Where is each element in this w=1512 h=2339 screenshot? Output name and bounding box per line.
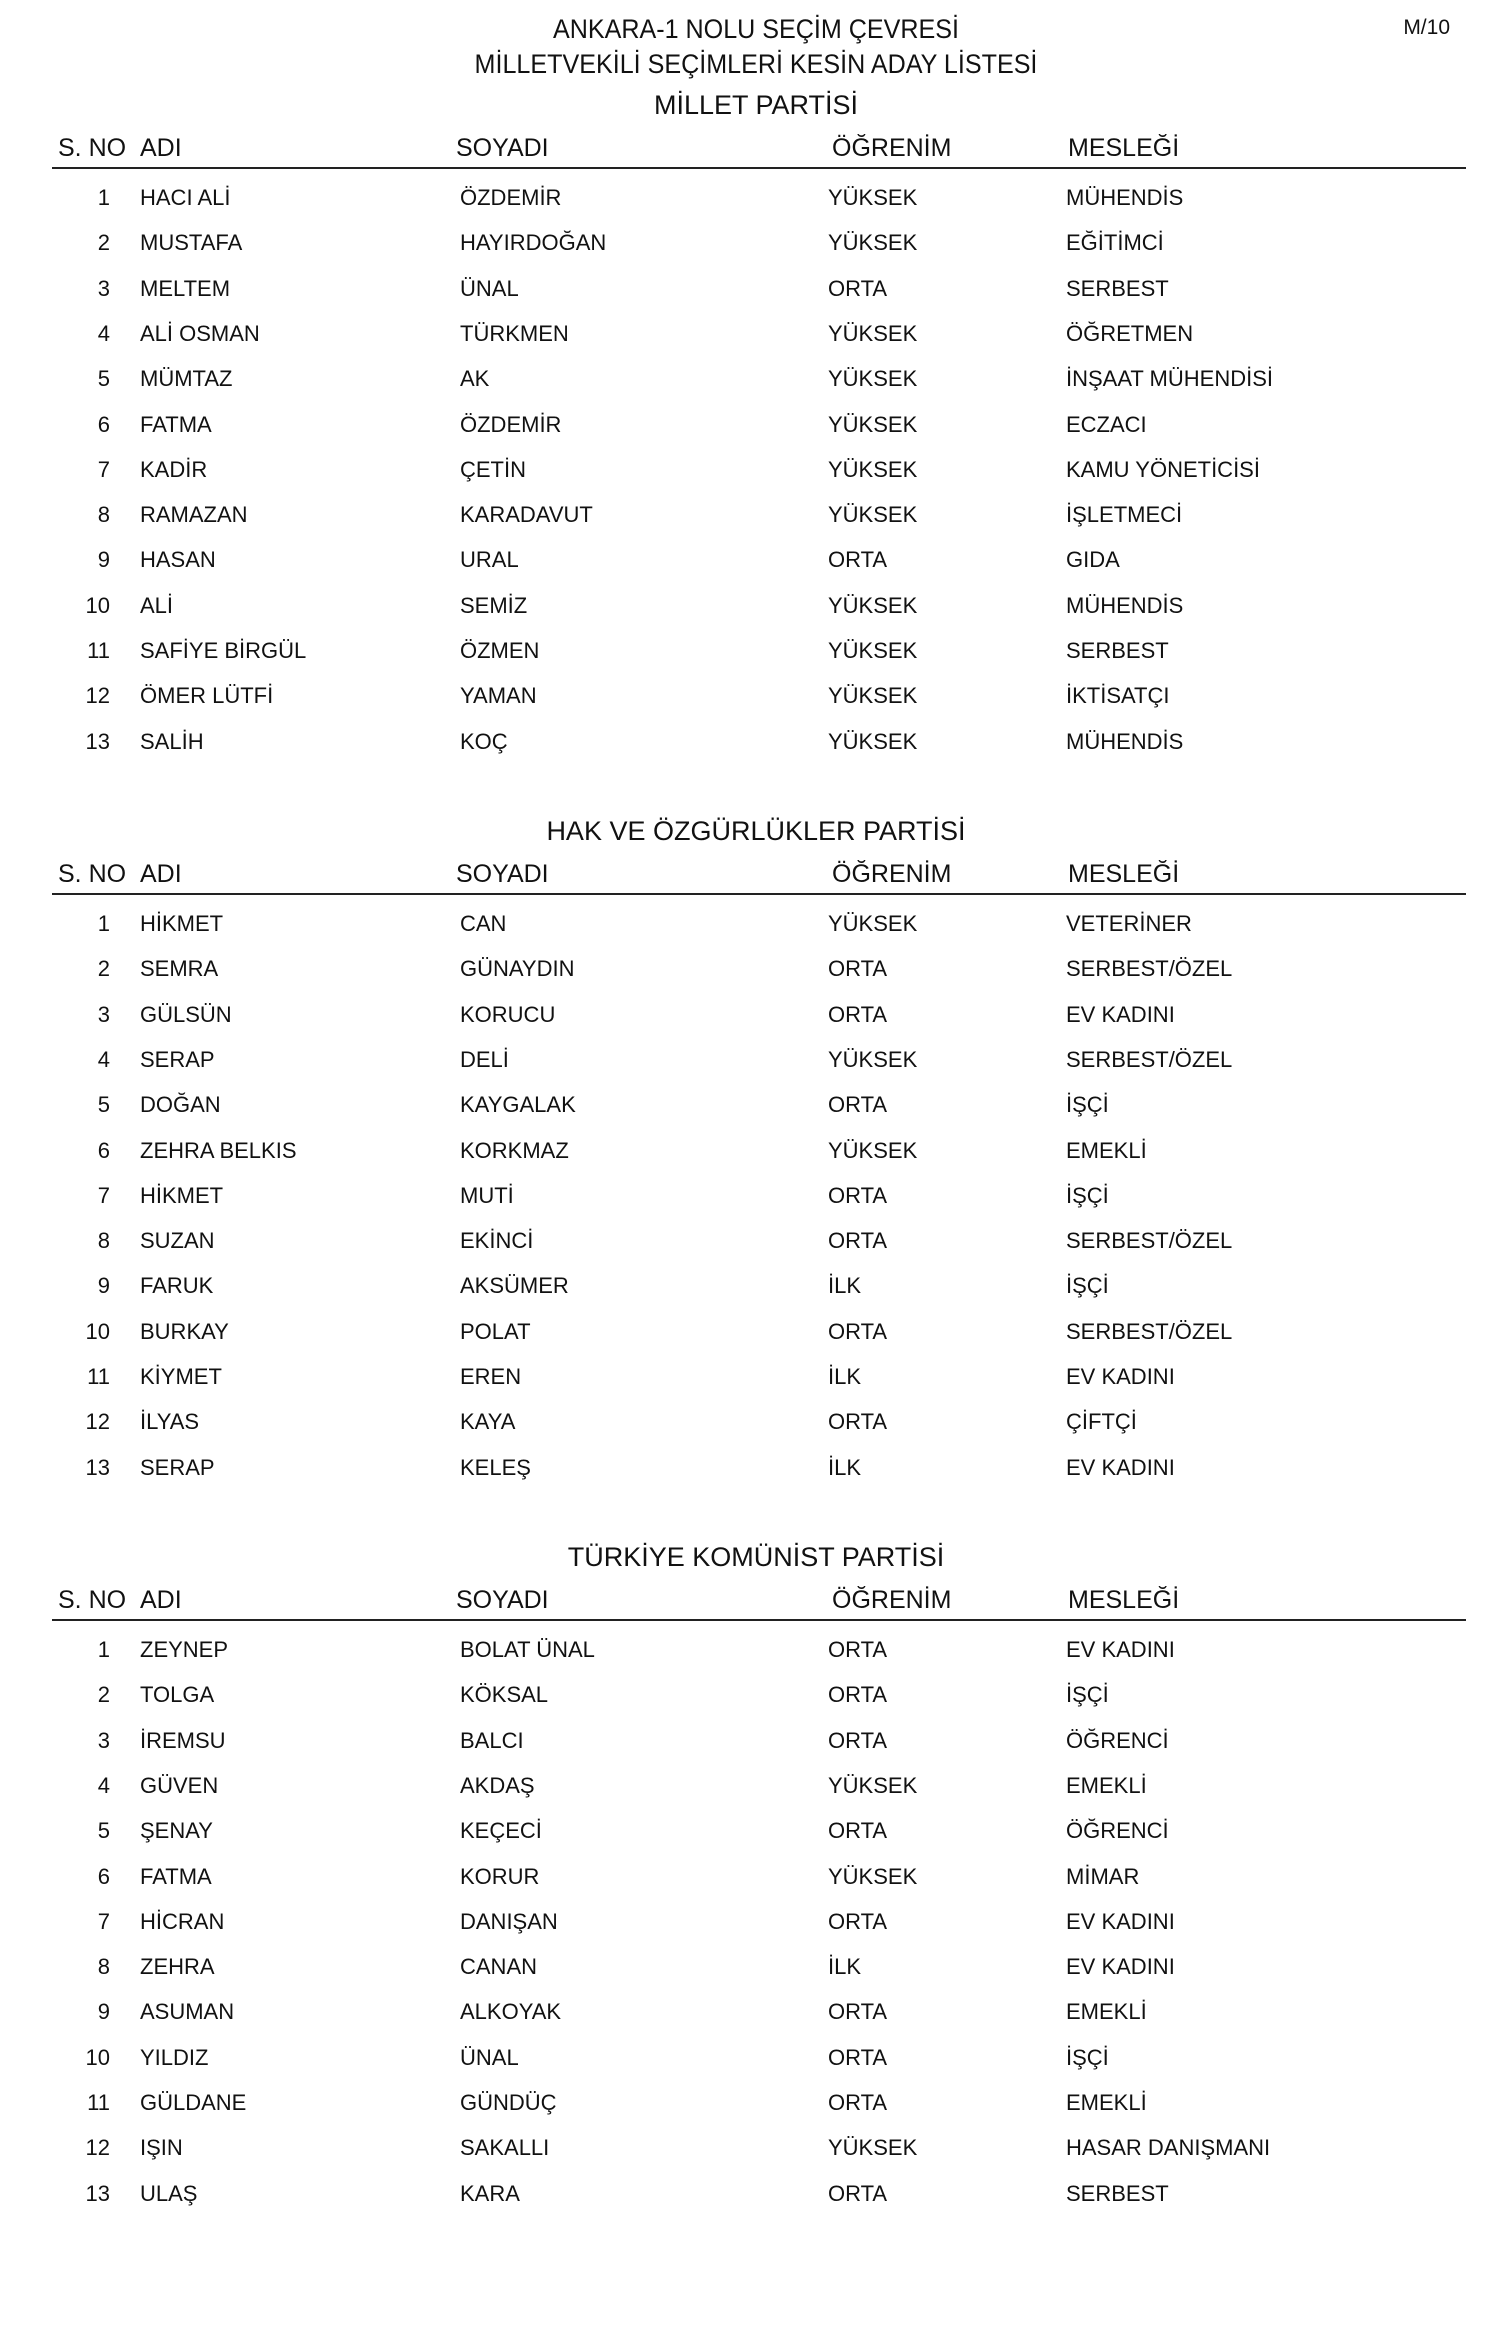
cell-surname: GÜNAYDIN bbox=[460, 956, 575, 982]
cell-profession: SERBEST bbox=[1066, 275, 1169, 301]
cell-no: 1 bbox=[97, 1637, 110, 1662]
table-row bbox=[0, 1271, 1512, 1301]
cell-surname: CAN bbox=[460, 911, 507, 936]
cell-surname: URAL bbox=[460, 547, 519, 573]
cell-no: 13 bbox=[85, 2180, 110, 2206]
cell-profession: VETERİNER bbox=[1066, 911, 1192, 936]
cell-no: 10 bbox=[85, 2044, 110, 2070]
table-row bbox=[0, 1907, 1512, 1937]
cell-education: İLK bbox=[828, 1454, 862, 1480]
cell-surname: KÖKSAL bbox=[460, 1682, 549, 1708]
cell-no: 10 bbox=[85, 1318, 110, 1344]
column-header-name: ADI bbox=[134, 1579, 450, 1621]
cell-no: 5 bbox=[97, 1092, 110, 1118]
cell-name: HİCRAN bbox=[140, 1908, 225, 1934]
column-header-profession: MESLEĞİ bbox=[1062, 853, 1466, 895]
cell-profession: MÜHENDİS bbox=[1066, 592, 1184, 618]
cell-no: 2 bbox=[97, 1682, 110, 1708]
cell-no: 12 bbox=[85, 683, 110, 709]
cell-education: YÜKSEK bbox=[828, 911, 918, 936]
cell-profession: SERBEST/ÖZEL bbox=[1066, 956, 1233, 982]
cell-name: IŞIN bbox=[140, 2135, 183, 2161]
cell-education: YÜKSEK bbox=[828, 185, 918, 210]
cell-no: 8 bbox=[97, 1228, 110, 1254]
table-row bbox=[0, 1453, 1512, 1483]
cell-education: ORTA bbox=[828, 547, 888, 573]
cell-profession: HASAR DANIŞMANI bbox=[1066, 2135, 1271, 2161]
cell-surname: BOLAT ÜNAL bbox=[460, 1637, 595, 1662]
cell-profession: EMEKLİ bbox=[1066, 1999, 1147, 2025]
cell-surname: EKİNCİ bbox=[460, 1228, 534, 1254]
cell-education: YÜKSEK bbox=[828, 1863, 918, 1889]
cell-education: ORTA bbox=[828, 1409, 888, 1435]
cell-surname: KARA bbox=[460, 2180, 520, 2206]
cell-no: 3 bbox=[97, 275, 110, 301]
cell-surname: ALKOYAK bbox=[460, 1999, 562, 2025]
page-code: M/10 bbox=[1403, 16, 1450, 39]
cell-no: 13 bbox=[85, 1454, 110, 1480]
cell-no: 3 bbox=[97, 1001, 110, 1027]
table-row bbox=[0, 2088, 1512, 2118]
cell-profession: MÜHENDİS bbox=[1066, 185, 1184, 210]
cell-profession: EV KADINI bbox=[1066, 1637, 1175, 1662]
cell-profession: İŞLETMECİ bbox=[1066, 502, 1183, 528]
cell-surname: POLAT bbox=[460, 1318, 531, 1344]
cell-surname: KORUR bbox=[460, 1863, 540, 1889]
cell-name: RAMAZAN bbox=[140, 502, 248, 528]
cell-education: ORTA bbox=[828, 2180, 888, 2206]
table-row bbox=[0, 909, 1512, 939]
cell-profession: EV KADINI bbox=[1066, 1954, 1175, 1980]
column-header-no: S. NO bbox=[52, 127, 134, 169]
cell-education: ORTA bbox=[828, 1818, 888, 1844]
cell-surname: SAKALLI bbox=[460, 2135, 550, 2161]
cell-education: YÜKSEK bbox=[828, 592, 918, 618]
cell-no: 11 bbox=[87, 2090, 110, 2115]
cell-education: ORTA bbox=[828, 1637, 888, 1662]
table-row bbox=[0, 319, 1512, 349]
cell-profession: GIDA bbox=[1066, 547, 1120, 573]
cell-surname: KORUCU bbox=[460, 1001, 556, 1027]
cell-education: YÜKSEK bbox=[828, 411, 918, 437]
column-header-education: ÖĞRENİM bbox=[826, 853, 1062, 895]
cell-no: 6 bbox=[97, 411, 110, 437]
table-row bbox=[0, 591, 1512, 621]
cell-no: 12 bbox=[85, 2135, 110, 2161]
cell-no: 11 bbox=[87, 638, 110, 663]
table-row bbox=[0, 1635, 1512, 1665]
cell-name: İLYAS bbox=[140, 1409, 200, 1435]
party-title: MİLLET PARTİSİ bbox=[653, 90, 859, 120]
table-row bbox=[0, 1407, 1512, 1437]
cell-profession: MÜHENDİS bbox=[1066, 728, 1184, 754]
cell-education: ORTA bbox=[828, 1092, 888, 1118]
cell-education: YÜKSEK bbox=[828, 1772, 918, 1798]
table-row bbox=[0, 2179, 1512, 2209]
cell-name: ZEHRA BELKIS bbox=[140, 1137, 297, 1163]
table-row bbox=[0, 1997, 1512, 2027]
cell-name: MUSTAFA bbox=[140, 230, 243, 256]
cell-no: 9 bbox=[97, 547, 110, 573]
cell-name: MÜMTAZ bbox=[140, 366, 233, 392]
cell-no: 8 bbox=[97, 1954, 110, 1980]
cell-education: ORTA bbox=[828, 956, 888, 982]
cell-name: HASAN bbox=[140, 547, 216, 573]
cell-profession: EV KADINI bbox=[1066, 1001, 1175, 1027]
cell-no: 13 bbox=[85, 728, 110, 754]
cell-name: ASUMAN bbox=[140, 1999, 235, 2025]
column-header-name: ADI bbox=[134, 853, 450, 895]
cell-education: YÜKSEK bbox=[828, 230, 918, 256]
cell-no: 9 bbox=[97, 1273, 110, 1299]
cell-no: 12 bbox=[85, 1409, 110, 1435]
cell-education: YÜKSEK bbox=[828, 320, 918, 346]
cell-name: HİKMET bbox=[140, 911, 224, 936]
cell-education: ORTA bbox=[828, 1318, 888, 1344]
cell-education: ORTA bbox=[828, 1001, 888, 1027]
cell-education: İLK bbox=[828, 1273, 862, 1299]
cell-education: ORTA bbox=[828, 2090, 888, 2115]
cell-surname: ÖZDEMİR bbox=[460, 411, 562, 437]
cell-profession: İNŞAAT MÜHENDİSİ bbox=[1066, 366, 1273, 392]
document-header bbox=[53, 12, 1459, 82]
cell-profession: SERBEST/ÖZEL bbox=[1066, 1228, 1233, 1254]
cell-surname: KAYGALAK bbox=[460, 1092, 576, 1118]
cell-surname: AKDAŞ bbox=[460, 1772, 535, 1798]
cell-name: ALİ OSMAN bbox=[140, 320, 260, 346]
cell-surname: ÜNAL bbox=[460, 275, 519, 301]
cell-name: HİKMET bbox=[140, 1182, 224, 1208]
cell-surname: EREN bbox=[460, 1364, 522, 1389]
table-row bbox=[0, 1226, 1512, 1256]
cell-education: ORTA bbox=[828, 1682, 888, 1708]
table-row bbox=[0, 2043, 1512, 2073]
table-row bbox=[0, 274, 1512, 304]
cell-name: GÜVEN bbox=[140, 1772, 219, 1798]
cell-surname: TÜRKMEN bbox=[460, 320, 569, 346]
cell-education: İLK bbox=[828, 1954, 862, 1980]
table-row bbox=[0, 1090, 1512, 1120]
cell-name: ZEYNEP bbox=[140, 1637, 229, 1662]
cell-profession: EV KADINI bbox=[1066, 1364, 1175, 1389]
cell-no: 1 bbox=[97, 911, 110, 936]
table-row bbox=[0, 1136, 1512, 1166]
cell-profession: ECZACI bbox=[1066, 411, 1147, 437]
table-row bbox=[0, 1362, 1512, 1392]
cell-name: SERAP bbox=[140, 1046, 215, 1072]
table-row bbox=[0, 545, 1512, 575]
cell-profession: ÇİFTÇİ bbox=[1066, 1409, 1137, 1435]
cell-profession: SERBEST/ÖZEL bbox=[1066, 1046, 1233, 1072]
column-header-surname: SOYADI bbox=[450, 1579, 826, 1621]
cell-profession: EMEKLİ bbox=[1066, 2090, 1147, 2115]
cell-no: 4 bbox=[97, 320, 110, 346]
cell-surname: CANAN bbox=[460, 1954, 538, 1980]
cell-name: TOLGA bbox=[140, 1682, 215, 1708]
cell-surname: KARADAVUT bbox=[460, 502, 593, 528]
cell-surname: AK bbox=[460, 366, 490, 392]
table-row bbox=[0, 455, 1512, 485]
table-row bbox=[0, 1816, 1512, 1846]
cell-surname: ÜNAL bbox=[460, 2044, 519, 2070]
table-row bbox=[0, 727, 1512, 757]
party-title: TÜRKİYE KOMÜNİST PARTİSİ bbox=[567, 1542, 945, 1572]
cell-education: YÜKSEK bbox=[828, 1137, 918, 1163]
cell-profession: ÖĞRENCİ bbox=[1066, 1727, 1169, 1753]
table-row bbox=[0, 1045, 1512, 1075]
table-row bbox=[0, 636, 1512, 666]
cell-name: KADİR bbox=[140, 456, 208, 482]
table-row bbox=[0, 1952, 1512, 1982]
column-header-name: ADI bbox=[134, 127, 450, 169]
cell-education: YÜKSEK bbox=[828, 456, 918, 482]
cell-surname: HAYIRDOĞAN bbox=[460, 230, 607, 256]
cell-surname: BALCI bbox=[460, 1727, 524, 1753]
cell-no: 5 bbox=[97, 1818, 110, 1844]
cell-name: SUZAN bbox=[140, 1228, 215, 1254]
cell-name: YILDIZ bbox=[140, 2044, 209, 2070]
cell-name: KİYMET bbox=[140, 1364, 222, 1389]
cell-surname: MUTİ bbox=[460, 1182, 514, 1208]
cell-name: ÖMER LÜTFİ bbox=[140, 683, 274, 709]
cell-no: 7 bbox=[97, 456, 110, 482]
cell-no: 6 bbox=[97, 1137, 110, 1163]
cell-education: YÜKSEK bbox=[828, 366, 918, 392]
table-row bbox=[0, 1181, 1512, 1211]
cell-education: YÜKSEK bbox=[828, 502, 918, 528]
cell-surname: KORKMAZ bbox=[460, 1137, 569, 1163]
cell-surname: ÖZMEN bbox=[460, 638, 540, 663]
cell-no: 7 bbox=[97, 1182, 110, 1208]
cell-name: FATMA bbox=[140, 411, 212, 437]
table-row bbox=[0, 183, 1512, 213]
cell-no: 7 bbox=[97, 1908, 110, 1934]
cell-name: ALİ bbox=[140, 592, 174, 618]
cell-surname: KOÇ bbox=[460, 728, 508, 754]
cell-profession: EĞİTİMCİ bbox=[1066, 230, 1164, 256]
cell-no: 9 bbox=[97, 1999, 110, 2025]
cell-surname: KEÇECİ bbox=[460, 1818, 542, 1844]
column-header-education: ÖĞRENİM bbox=[826, 1579, 1062, 1621]
cell-education: ORTA bbox=[828, 2044, 888, 2070]
cell-no: 1 bbox=[97, 185, 110, 210]
cell-education: YÜKSEK bbox=[828, 2135, 918, 2161]
cell-no: 4 bbox=[97, 1046, 110, 1072]
table-row bbox=[0, 1000, 1512, 1030]
table-row bbox=[0, 1862, 1512, 1892]
table-row bbox=[0, 228, 1512, 258]
header-line-list-title: MİLLETVEKİLİ SEÇİMLERİ KESİN ADAY LİSTESİ bbox=[474, 49, 1038, 79]
cell-education: YÜKSEK bbox=[828, 683, 918, 709]
cell-name: SERAP bbox=[140, 1454, 215, 1480]
cell-profession: İŞÇİ bbox=[1066, 2044, 1109, 2070]
cell-name: MELTEM bbox=[140, 275, 231, 301]
cell-education: ORTA bbox=[828, 1908, 888, 1934]
cell-no: 6 bbox=[97, 1863, 110, 1889]
cell-name: HACI ALİ bbox=[140, 185, 231, 210]
cell-no: 4 bbox=[97, 1772, 110, 1798]
cell-profession: KAMU YÖNETİCİSİ bbox=[1066, 456, 1260, 482]
cell-no: 8 bbox=[97, 502, 110, 528]
cell-profession: EMEKLİ bbox=[1066, 1772, 1147, 1798]
cell-education: ORTA bbox=[828, 275, 888, 301]
cell-name: BURKAY bbox=[140, 1318, 229, 1344]
cell-surname: GÜNDÜÇ bbox=[460, 2090, 557, 2115]
cell-name: ULAŞ bbox=[140, 2180, 198, 2206]
party-title: HAK VE ÖZGÜRLÜKLER PARTİSİ bbox=[546, 816, 966, 846]
cell-surname: AKSÜMER bbox=[460, 1273, 569, 1299]
header-line-constituency: ANKARA-1 NOLU SEÇİM ÇEVRESİ bbox=[552, 14, 960, 44]
cell-surname: ÖZDEMİR bbox=[460, 185, 562, 210]
cell-no: 2 bbox=[97, 230, 110, 256]
cell-education: ORTA bbox=[828, 1999, 888, 2025]
cell-education: YÜKSEK bbox=[828, 638, 918, 663]
cell-profession: İŞÇİ bbox=[1066, 1273, 1109, 1299]
cell-profession: İŞÇİ bbox=[1066, 1092, 1109, 1118]
cell-name: GÜLSÜN bbox=[140, 1001, 232, 1027]
cell-profession: SERBEST bbox=[1066, 2180, 1169, 2206]
table-row bbox=[0, 1771, 1512, 1801]
cell-surname: DANIŞAN bbox=[460, 1908, 558, 1934]
table-row bbox=[0, 410, 1512, 440]
cell-profession: İŞÇİ bbox=[1066, 1682, 1109, 1708]
column-header-surname: SOYADI bbox=[450, 853, 826, 895]
cell-name: ZEHRA bbox=[140, 1954, 215, 1980]
column-header-profession: MESLEĞİ bbox=[1062, 127, 1466, 169]
cell-no: 2 bbox=[97, 956, 110, 982]
cell-surname: YAMAN bbox=[460, 683, 537, 709]
cell-profession: ÖĞRENCİ bbox=[1066, 1818, 1169, 1844]
column-header-no: S. NO bbox=[52, 1579, 134, 1621]
cell-profession: EV KADINI bbox=[1066, 1908, 1175, 1934]
cell-education: ORTA bbox=[828, 1727, 888, 1753]
cell-surname: ÇETİN bbox=[460, 456, 526, 482]
cell-profession: EMEKLİ bbox=[1066, 1137, 1147, 1163]
cell-no: 3 bbox=[97, 1727, 110, 1753]
cell-profession: MİMAR bbox=[1066, 1863, 1140, 1889]
cell-name: ŞENAY bbox=[140, 1818, 213, 1844]
cell-profession: SERBEST bbox=[1066, 638, 1169, 663]
column-header-no: S. NO bbox=[52, 853, 134, 895]
column-header-surname: SOYADI bbox=[450, 127, 826, 169]
table-row bbox=[0, 954, 1512, 984]
cell-no: 10 bbox=[85, 592, 110, 618]
cell-profession: ÖĞRETMEN bbox=[1066, 320, 1194, 346]
cell-name: DOĞAN bbox=[140, 1092, 221, 1118]
table-row bbox=[0, 1317, 1512, 1347]
cell-name: SALİH bbox=[140, 728, 204, 754]
table-row bbox=[0, 2133, 1512, 2163]
cell-education: YÜKSEK bbox=[828, 728, 918, 754]
cell-profession: İŞÇİ bbox=[1066, 1182, 1109, 1208]
table-row bbox=[0, 500, 1512, 530]
cell-name: FATMA bbox=[140, 1863, 212, 1889]
cell-no: 5 bbox=[97, 366, 110, 392]
cell-surname: SEMİZ bbox=[460, 592, 528, 618]
cell-surname: KELEŞ bbox=[460, 1454, 531, 1480]
column-header-profession: MESLEĞİ bbox=[1062, 1579, 1466, 1621]
cell-education: ORTA bbox=[828, 1228, 888, 1254]
table-row bbox=[0, 1726, 1512, 1756]
cell-education: ORTA bbox=[828, 1182, 888, 1208]
cell-profession: EV KADINI bbox=[1066, 1454, 1175, 1480]
cell-education: İLK bbox=[828, 1364, 862, 1389]
column-header-education: ÖĞRENİM bbox=[826, 127, 1062, 169]
cell-name: FARUK bbox=[140, 1273, 214, 1299]
cell-surname: DELİ bbox=[460, 1046, 509, 1072]
cell-surname: KAYA bbox=[460, 1409, 516, 1435]
cell-name: SEMRA bbox=[140, 956, 219, 982]
table-row bbox=[0, 1680, 1512, 1710]
cell-profession: İKTİSATÇI bbox=[1066, 683, 1170, 709]
cell-education: YÜKSEK bbox=[828, 1046, 918, 1072]
cell-name: SAFİYE BİRGÜL bbox=[140, 638, 307, 663]
cell-name: İREMSU bbox=[140, 1727, 226, 1753]
cell-name: GÜLDANE bbox=[140, 2090, 247, 2115]
cell-no: 11 bbox=[87, 1364, 110, 1389]
cell-profession: SERBEST/ÖZEL bbox=[1066, 1318, 1233, 1344]
table-row bbox=[0, 364, 1512, 394]
table-row bbox=[0, 681, 1512, 711]
